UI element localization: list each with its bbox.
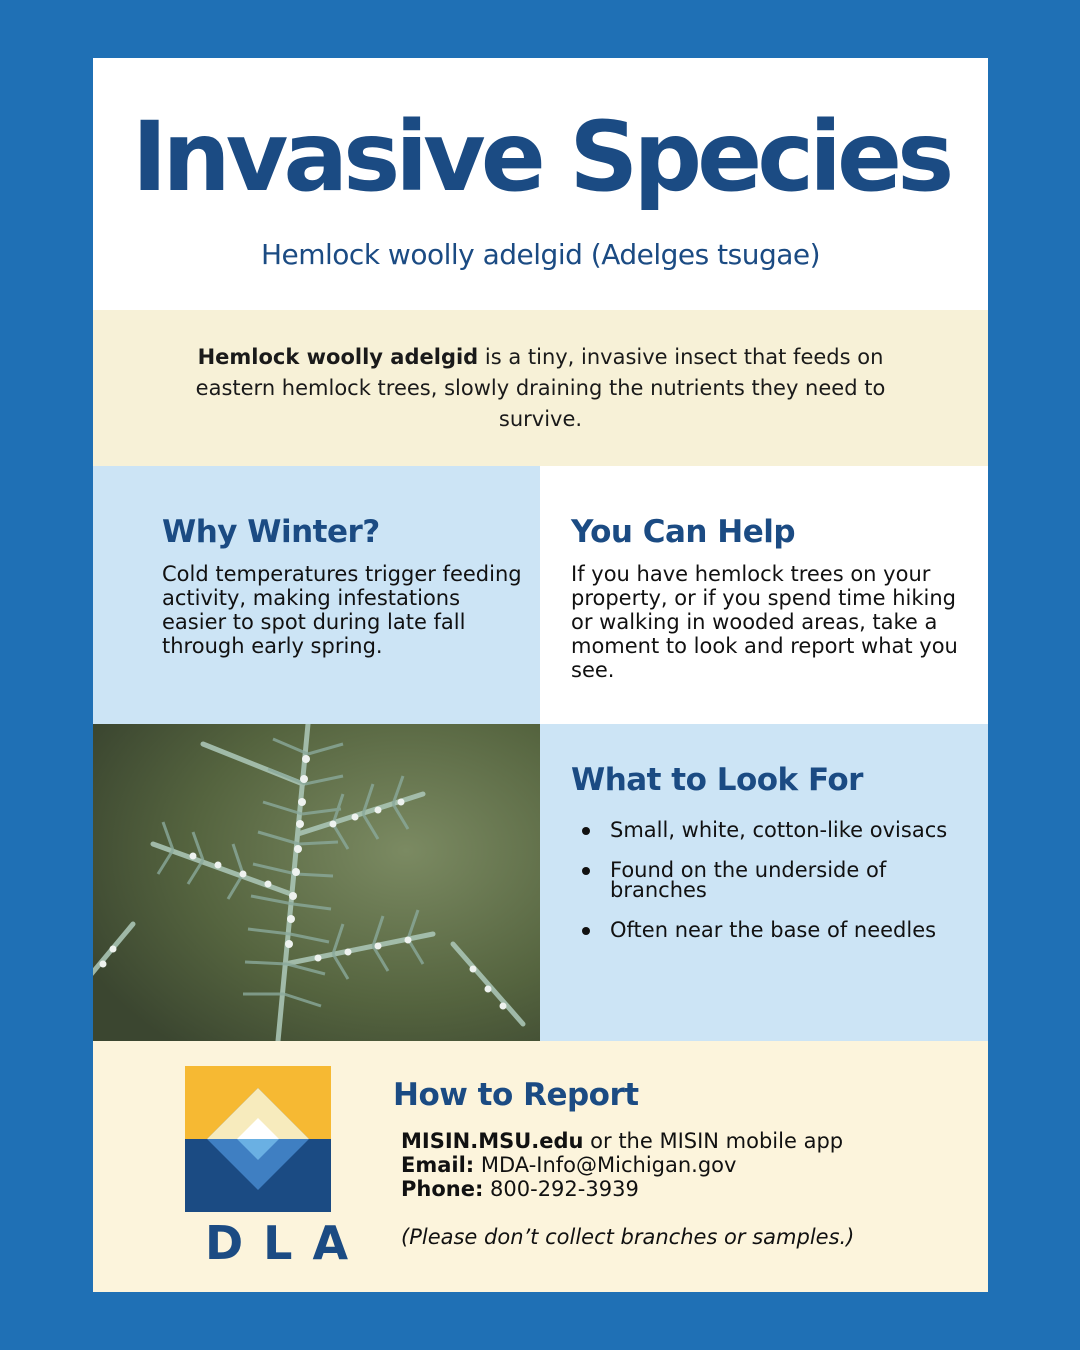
- phone-value[interactable]: 800-292-3939: [483, 1177, 639, 1201]
- page-subtitle: Hemlock woolly adelgid (Adelges tsugae): [260, 238, 821, 271]
- dla-logo-icon: [185, 1066, 331, 1212]
- report-website-line: [401, 1129, 971, 1153]
- website-rest: or the MISIN mobile app: [583, 1129, 844, 1153]
- intro-section: [93, 310, 988, 466]
- how-to-report-heading: How to Report: [393, 1077, 639, 1113]
- you-can-help-body: If you have hemlock trees on your property, or if you spend time hiking or walking in wooded areas, take a moment to look and report what you see.: [571, 562, 958, 682]
- dla-logo-text: DLA: [205, 1216, 369, 1270]
- email-label: Email:: [401, 1153, 475, 1177]
- why-winter-body: Cold temperatures trigger feeding activity, making infestations easier to spot during late fall through early spring.: [162, 562, 522, 658]
- phone-label: Phone:: [401, 1177, 484, 1201]
- look-for-list: [580, 820, 960, 960]
- report-phone-line: [401, 1177, 971, 1201]
- report-note: (Please don’t collect branches or samples.): [401, 1225, 855, 1249]
- what-to-look-for-section: [540, 724, 988, 1041]
- how-to-report-section: [93, 1041, 988, 1292]
- you-can-help-section: [540, 466, 988, 724]
- email-value[interactable]: MDA-Info@Michigan.gov: [474, 1153, 737, 1177]
- page-title: Invasive Species: [131, 101, 950, 213]
- flyer: [93, 58, 988, 1292]
- list-item: Often near the base of needles: [580, 920, 960, 940]
- intro-text: [173, 342, 908, 435]
- you-can-help-heading: You Can Help: [571, 514, 796, 550]
- why-winter-section: [93, 466, 540, 724]
- list-item: Found on the underside of branches: [580, 860, 960, 900]
- report-contact-lines: [401, 1129, 971, 1201]
- intro-rest: is a tiny, invasive insect that feeds on eastern hemlock trees, slowly draining the nutrients they need to survive.: [195, 344, 886, 431]
- website-link[interactable]: MISIN.MSU.edu: [401, 1129, 584, 1153]
- intro-bold: Hemlock woolly adelgid: [197, 344, 479, 369]
- hemlock-branch-photo: [93, 724, 540, 1041]
- dla-logo: [185, 1066, 369, 1271]
- list-item: Small, white, cotton-like ovisacs: [580, 820, 960, 840]
- report-email-line: [401, 1153, 971, 1177]
- hemlock-branch-image: [93, 724, 540, 1041]
- why-winter-heading: Why Winter?: [162, 514, 380, 550]
- what-to-look-for-heading: What to Look For: [571, 762, 863, 798]
- header: [93, 58, 988, 310]
